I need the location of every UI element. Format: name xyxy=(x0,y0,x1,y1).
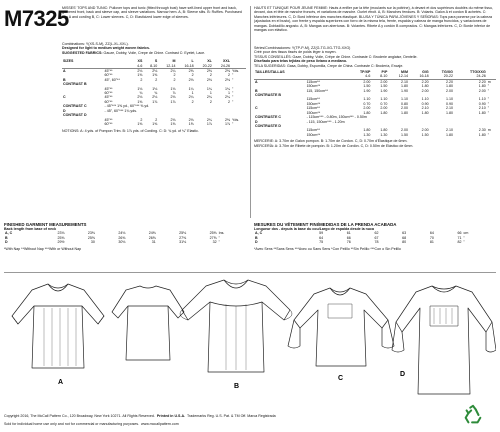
fabric-row-value: 2¼ xyxy=(188,95,194,100)
fabric-row-value: 1⅝ xyxy=(137,73,143,78)
fabric-row-value: 1.80 xyxy=(421,110,429,115)
measurement-value: 64 xyxy=(429,231,434,236)
size-number-cell: 12-14 xyxy=(166,63,176,68)
measurement-value: 68 xyxy=(402,235,407,240)
fabric-row-unit: " xyxy=(232,121,234,126)
fabric-row-value: 1.90 xyxy=(363,88,371,93)
measurement-unit: " xyxy=(463,240,465,245)
fabric-row-value: 2⅛ xyxy=(152,95,158,100)
fabric-row-unit: " xyxy=(487,84,490,89)
fabric-row-value: 1⅜ xyxy=(137,121,143,126)
measurements-title-fr-es: MESURES DU VÊTEMENT FINI/MEDIDAS DE LA PRENDA ACABADA xyxy=(254,222,397,227)
fabric-row-value: 1 xyxy=(228,91,231,96)
fabric-row-view: D xyxy=(63,108,66,113)
copyright-text: Copyright 2016, The McCall Pattern Co., 120 Broadway, New York 10271. All Rights Reserved. xyxy=(4,413,155,418)
size-header-cell: XXL xyxy=(223,59,231,64)
fabric-row-unit: " xyxy=(487,132,490,137)
fabric-row-value: 2.00 xyxy=(401,106,408,111)
fabric-row-value: 2 xyxy=(140,77,143,82)
telas-es: TELA SUGERIDAS: Gasa, Dobby, Espumilla, Crepe de China. Contraste C: Brodería, Encaje. xyxy=(254,63,404,68)
measurement-value: 27⅝ xyxy=(209,235,217,240)
fabric-row-value: 2 xyxy=(155,117,158,122)
fabric-row-value: 1⅞ xyxy=(225,121,231,126)
fabric-row-width: 115cm** xyxy=(306,128,320,133)
fabric-row-value: 1.10 xyxy=(445,97,453,102)
fabric-row-unit: m xyxy=(487,79,491,84)
fabric-row-unit: " xyxy=(232,77,234,82)
fabric-row-value: 1.10 xyxy=(421,97,429,102)
fabric-table-en xyxy=(62,59,246,126)
fabric-row-value: 2.20 xyxy=(478,79,486,84)
fabric-row-view: A xyxy=(63,69,66,74)
fabric-row-width: 45"** xyxy=(104,86,113,91)
printed-text: Printed in U.S.A. xyxy=(156,413,186,418)
measurement-value: 25⅜ xyxy=(57,235,65,240)
notions-en: NOTIONS: A: 4 yds. of Pompon Trim. B: 1⅞ yds. of Cording. C: D: ¾ yd. of ¼" Elastic. xyxy=(62,129,199,134)
fabric-row-value: 2 xyxy=(228,73,231,78)
measurement-value: 31⅛ xyxy=(179,240,187,245)
fabric-row-value: 0.70 xyxy=(380,101,388,106)
suggested-label-en: SUGGESTED FABRICS: xyxy=(62,50,103,55)
fabric-row-view: CONTRAST C xyxy=(63,104,87,109)
fabric-row-width: - 45", 60"*** 1¾ yds. xyxy=(104,108,138,113)
fabric-row-value: 0.90 xyxy=(478,101,486,106)
fabric-row-value: 1⅞ xyxy=(206,121,212,126)
measurement-value: 26⅜ xyxy=(118,235,126,240)
fabric-row-value: 1.50 xyxy=(421,132,429,137)
fabric-row-value: 0.90 xyxy=(445,101,453,106)
french-spanish-column xyxy=(254,6,496,218)
fabric-row-value: 2⅛ xyxy=(137,95,143,100)
designed-for-en: Designed for light to medium weight woven fabrics. xyxy=(62,46,151,51)
measurement-value: 25⅛ xyxy=(179,231,187,236)
measurement-value: 59 xyxy=(319,231,324,236)
size-header-cell: M xyxy=(172,59,176,64)
fabric-row-unit: " xyxy=(232,99,234,104)
measurement-value: 76 xyxy=(346,240,351,245)
fabric-row-value: 1⅛ xyxy=(152,86,158,91)
measurement-view: D xyxy=(255,240,258,245)
size-number-cell: 12-14 xyxy=(398,74,408,79)
description-fr-es: HAUTS ET TUNIQUE POUR JEUNE FEMME: Hauts à enfiler par la tête (moulants sur la poitrine), à devant et dos supérieurs doublés du même tissu, devant, dos et tête de manche froncés, et variations de manche. Ourlet étroit. A, B: Manches fendues. B: Volants. Galon A et cordon B achetés. C: Manches inférieures. C, D: Bord inférieur des manches élastiqué. BLUSA Y TÚNICA PARA JÓVENES Y SEÑORAS: Tops para ponerse por la cabeza (ajustados en el busto), con frente y espalda superiores con forro de la misma tela, frente, espalda y cabeza de manga fruncidos, y variaciones de mangas. Dobladillo angosto. A, B: Mangas con aberturas. B: Volantes. Ribete A y cordón B comprados. C: Mangas inferiores. C, D: Borde inferior de mangas con elástico. xyxy=(254,6,493,33)
fabric-row-view: CONTRAST D xyxy=(63,113,87,118)
measurement-view: B xyxy=(5,235,8,240)
fabric-row-value: 1⅜ xyxy=(137,99,143,104)
fabric-row-value: 1.80 xyxy=(445,110,453,115)
view-c-drawing xyxy=(288,288,394,366)
view-a-back-drawing xyxy=(112,286,184,360)
measurement-value: 27⅜ xyxy=(179,235,187,240)
suggested-text-en: Gauze, Dobby, Voile, Crepe de Chine. Contrast C: Eyelet, Lace. xyxy=(103,50,206,55)
fabric-row-value: 2.10 xyxy=(478,106,486,111)
fabric-row-unit: m xyxy=(487,128,491,133)
fabric-row-width: 60"** xyxy=(104,99,113,104)
measurement-value: 64 xyxy=(319,235,324,240)
fabric-row-value: 1.50 xyxy=(401,132,408,137)
fabric-row-view xyxy=(62,122,104,126)
fabric-row-width: 60"** xyxy=(104,73,113,78)
fabric-row-value: 2.00 xyxy=(421,88,429,93)
fabric-row-view xyxy=(254,133,306,137)
measurements-table-fr-es xyxy=(254,231,494,244)
measurements-sub-fr-es: Longueur dos - depuis la base du cou/Largo de espalda desde la nuca xyxy=(254,227,375,231)
fabric-row-value: ¾ xyxy=(139,91,143,96)
fabric-row-value: 1.80 xyxy=(380,110,388,115)
measurement-value: 71 xyxy=(457,235,462,240)
view-label-a: A xyxy=(58,379,64,386)
fabric-row-unit: " xyxy=(487,88,490,93)
size-header-cell: G/G xyxy=(422,70,429,75)
size-header-cell: S xyxy=(154,59,158,64)
measurement-view: B xyxy=(255,235,258,240)
fabric-row-value: 1.10 xyxy=(363,97,371,102)
measurement-value: 24⅛ xyxy=(118,231,126,236)
fabric-row-value: 1.80 xyxy=(363,128,371,133)
fabric-row-width: 115cm** xyxy=(306,97,320,102)
fabric-row-value: 1.80 xyxy=(401,110,408,115)
fabric-row-value: 1⅝ xyxy=(170,121,176,126)
measurements-title-en: FINISHED GARMENT MEASUREMENTS xyxy=(4,222,87,227)
fabric-row-value: 2 xyxy=(209,73,212,78)
fabric-row-view: C xyxy=(255,106,258,111)
fabric-row-value: 2⅜ xyxy=(225,117,231,122)
fabric-row-view: B xyxy=(63,77,66,82)
fabric-row-width: - 115cm*** - 0.80m, 150cm*** - 0.50m xyxy=(306,115,367,120)
fabric-row-value: 1.50 xyxy=(380,84,388,89)
fabric-row-width: 45"** xyxy=(104,69,113,74)
size-number-cell: 8-10 xyxy=(380,74,388,79)
fabric-row-unit: " xyxy=(487,101,490,106)
combinations-fr-es: Séries/Combinaciones: Y(TP-P-M), ZZ(G-TG-XG-TTG-XXG) xyxy=(254,46,351,50)
measurement-value: 26⅝ xyxy=(148,235,156,240)
fabric-row-width: 60"** xyxy=(104,91,113,96)
size-number-cell: 8-10 xyxy=(150,63,158,68)
fabric-row-value: 2 xyxy=(155,77,158,82)
fabric-row-value: 1.90 xyxy=(401,88,408,93)
fabric-row-value: 2⅛ xyxy=(188,77,194,82)
measurement-value: 62 xyxy=(374,231,379,236)
size-number-cell: 20-22 xyxy=(443,74,453,79)
size-header-cell: XS xyxy=(137,59,143,64)
measurements-sub-en: Back length from base of neck xyxy=(4,227,57,231)
technical-drawings xyxy=(4,276,496,402)
fabric-row-unit: " xyxy=(232,86,234,91)
designed-for-fr: Créé pour des tissus tissés de poids léger à moyen. xyxy=(254,50,337,55)
view-label-d: D xyxy=(400,371,406,378)
fabric-row-value: 2⅛ xyxy=(188,117,194,122)
size-number-cell: 4-6 xyxy=(137,63,143,68)
measurement-unit: " xyxy=(463,235,465,240)
measurement-value: 66 xyxy=(346,235,351,240)
fabric-row-value: 1⅞ xyxy=(170,99,176,104)
tissus-fr: TISSUS CONSEILLÉS: Gaze, Dobby, Voile, Crêpe de Chine. Contraste C: Broderie anglaise, Dentelle. xyxy=(254,54,418,59)
fabric-row-width: 45"** xyxy=(104,95,113,100)
fabric-row-value: 2.00 xyxy=(363,79,371,84)
fabric-row-value: 1¼ xyxy=(225,86,231,91)
fabric-row-value: 2¼ xyxy=(225,95,231,100)
fabric-row-value: 1.50 xyxy=(363,84,371,89)
measurement-view: A, C xyxy=(5,231,13,236)
measurement-value: 75 xyxy=(319,240,324,245)
fabric-row-value: 0.80 xyxy=(401,101,408,106)
size-header-cell: TG/XG xyxy=(441,70,453,75)
fabric-row-value: 2.00 xyxy=(421,128,429,133)
fabric-row-value: 2⅛ xyxy=(225,77,231,82)
nap-note-en: *With Nap **Without Nap ***With or Without Nap xyxy=(4,246,82,251)
pattern-number: M7325 xyxy=(4,6,69,31)
view-d-drawing xyxy=(392,286,496,394)
measurement-value: 63 xyxy=(402,231,407,236)
measurements-table-en xyxy=(4,231,244,244)
trademark-text: Trademarks Reg. U.S. Pat. & TM Off. Marca Registrada xyxy=(187,413,276,418)
measurement-value: 80 xyxy=(402,240,407,245)
size-header-cell: TP/XP xyxy=(359,70,371,75)
fabric-row-value: 2.10 xyxy=(401,79,408,84)
measurement-unit: Ins. xyxy=(218,231,225,236)
fabric-row-value: 2.10 xyxy=(445,106,453,111)
fabric-row xyxy=(254,133,496,137)
fabric-row-value: 2 xyxy=(209,99,212,104)
fabric-row-width: 115cm** xyxy=(306,106,320,111)
measurement-value: 30⅛ xyxy=(118,240,126,245)
fabric-row-width: 150cm** xyxy=(306,101,321,106)
merceria-es: MERCERÍA: A: 3.70m de Ribete de pompón. B: 1.20m de Cordón. C, D: 0.50m de Elástico de 6mm. xyxy=(254,143,414,148)
nap-note-fr-es: *Avec Sens **Sans Sens ***Avec ou Sans Sens *Con Pelillo **Sin Pelillo ***Con o Sin Pelillo xyxy=(254,246,401,251)
fabric-row-view: A xyxy=(255,79,258,84)
measurement-value: 30 xyxy=(90,240,95,245)
fabric-row-value: 1.10 xyxy=(401,97,408,102)
measurement-view: D xyxy=(5,240,8,245)
fabric-row-value: 2 xyxy=(191,73,194,78)
fabric-row-unit: Yds. xyxy=(232,69,240,74)
size-number-cell: 20-22 xyxy=(202,63,212,68)
size-number-cell: 4-6 xyxy=(365,74,371,79)
size-number-cell: 16-18 xyxy=(419,74,429,79)
fabric-row-value: 2⅛ xyxy=(170,95,176,100)
fabric-row-value: 1.80 xyxy=(401,84,408,89)
fabric-row-value: 2.00 xyxy=(478,88,486,93)
fabric-row-unit: " xyxy=(487,110,490,115)
measurement-value: 25⅝ xyxy=(87,235,95,240)
section-divider xyxy=(4,272,496,273)
combinations-en: Combinations: Y(XS-S-M), ZZ(L-XL-XXL). xyxy=(62,42,129,46)
fabric-row-value: 2 xyxy=(173,77,176,82)
fabric-row-view: CONTRASTE B xyxy=(255,93,281,98)
fabric-row-width: - 115, 150cm*** - 1.20m xyxy=(306,119,345,124)
fabric-row-value: 2 xyxy=(173,73,176,78)
measurement-value: 67 xyxy=(374,235,379,240)
measurement-value: 82 xyxy=(457,240,462,245)
fabric-row-unit: " xyxy=(487,97,490,102)
size-header-cell: P/P xyxy=(381,70,388,75)
fabric-row-value: 1¼ xyxy=(188,86,194,91)
fabric-row-value: ¾ xyxy=(154,91,158,96)
fabric-row-value: 1.80 xyxy=(478,110,486,115)
fabric-row-width: 115cm** xyxy=(306,79,320,84)
measurement-value: 23⅛ xyxy=(57,231,65,236)
view-label-b: B xyxy=(234,383,240,390)
fabric-row-value: 1⅛ xyxy=(137,86,143,91)
fabric-row-value: 2¼ xyxy=(206,117,212,122)
fabric-row-unit: " xyxy=(232,73,234,78)
view-b-drawing xyxy=(180,280,292,372)
fabric-row-width: - 45"*** 1⅝ yd., 60"*** ⅝ yd. xyxy=(104,104,150,109)
measurement-value: 24⅜ xyxy=(148,231,156,236)
column-divider xyxy=(250,6,251,218)
fabric-row-value: 2.30 xyxy=(478,128,486,133)
fabric-row-value: 2⅛ xyxy=(137,69,143,74)
size-header-cell: L xyxy=(191,59,194,64)
measurement-row xyxy=(4,240,244,244)
footer xyxy=(4,410,434,430)
fabric-row-value: 1.80 xyxy=(445,84,453,89)
fabric-row-value: 1¼ xyxy=(206,86,212,91)
fabric-row-value: 1.80 xyxy=(380,128,388,133)
fabric-row-value: 2.00 xyxy=(445,88,453,93)
fabric-row-value: 1⅛ xyxy=(170,86,176,91)
measurement-view: A, C xyxy=(255,231,263,236)
fabric-row-value: 2.00 xyxy=(363,106,371,111)
fabric-row-value: 1.80 xyxy=(421,84,429,89)
size-header-cell: XL xyxy=(207,59,212,64)
fabric-row-width: 150cm** xyxy=(306,132,321,137)
size-number-cell: 16-18 xyxy=(184,63,194,68)
measurement-value: 31 xyxy=(151,240,156,245)
fabric-row-value: 1 xyxy=(191,91,194,96)
disenado-es: Diseñado para telas tejidas de peso liviano a mediano. xyxy=(254,59,348,64)
fabric-row-view: CONTRASTE D xyxy=(255,123,281,128)
fabric-row-unit: Yds. xyxy=(232,117,240,122)
recycle-icon xyxy=(462,404,484,426)
description-en: MISSES' TOPS AND TUNIC: Pullover tops and tunic (fitted through bust) have self-lined upper front and back, gathered front, back and sleeve cap, and sleeve variations. Narrow hem. A, B: Sleeve slits. B: Ruffles. Purchased trim A and cording B, C: Lower sleeves. C, D: Elasticized lower edge of sleeves. xyxy=(62,6,242,19)
fabric-row-view: CONTRASTE C xyxy=(255,115,281,120)
measurements-fr-es xyxy=(254,222,496,268)
measurement-value: 23⅜ xyxy=(87,231,95,236)
fabric-row-value: 1.80 xyxy=(478,132,486,137)
fabric-row-width: 60"** xyxy=(104,121,113,126)
measurement-unit: " xyxy=(218,240,220,245)
fabric-row-value: 2.00 xyxy=(380,106,388,111)
size-header-label: SIZES xyxy=(63,59,74,64)
home-use-text: Sold for individual home use only and not for commercial or manufacturing purposes. xyxy=(4,421,140,426)
fabric-row-value: ⅞ xyxy=(172,91,176,96)
fabric-row-value: 0.70 xyxy=(363,101,371,106)
fabric-row-value: 1⅝ xyxy=(152,73,158,78)
fabric-row-unit: " xyxy=(487,106,490,111)
fabric-row-value: 1.80 xyxy=(478,84,486,89)
fabric-row-value: 1.10 xyxy=(380,97,388,102)
fabric-row-view: C xyxy=(63,95,66,100)
fabric-row-value: 1⅞ xyxy=(152,99,158,104)
measurement-value: 61 xyxy=(346,231,351,236)
fabric-row-value: 2⅜ xyxy=(206,69,212,74)
fabric-row-value: 2⅜ xyxy=(188,69,194,74)
fabric-row-value: 2 xyxy=(228,99,231,104)
fabric-row-width: 45"** xyxy=(104,117,113,122)
fabric-row-value: 1.90 xyxy=(380,88,388,93)
mercerie-fr: MERCERIE: A: 3.70m de Galon pompon. B: 1.70m de Cordon. C, D: 0.70m d'Élastique de 6mm. xyxy=(254,139,408,144)
size-header-cell: M/M xyxy=(401,70,408,75)
measurement-value: 32 xyxy=(212,240,217,245)
fabric-row-view: CONTRAST B xyxy=(63,82,87,87)
fabric-row-value: 2⅛ xyxy=(152,69,158,74)
view-a-front-drawing xyxy=(12,284,104,368)
fabric-row-value: 2⅛ xyxy=(170,117,176,122)
fabric-row-width: 45", 60"** xyxy=(104,77,120,82)
fabric-row-unit: " xyxy=(232,91,234,96)
fabric-row-value: 2.20 xyxy=(421,79,429,84)
fabric-row-width: 150cm** xyxy=(306,84,321,89)
fabric-row-value: 1.10 xyxy=(478,97,486,102)
measurements-en xyxy=(4,222,246,268)
english-column xyxy=(62,6,246,218)
fabric-row-value: 1.80 xyxy=(445,132,453,137)
fabric-row-value: 1 xyxy=(209,91,212,96)
measurement-row xyxy=(254,240,494,244)
measurement-value: 70 xyxy=(429,235,434,240)
fabric-table-fr-es xyxy=(254,70,496,137)
fabric-row-value: 2 xyxy=(191,99,194,104)
fabric-row-value: 1.30 xyxy=(380,132,388,137)
size-number-cell: 24-26 xyxy=(220,63,231,68)
fabric-row-unit: " xyxy=(232,95,234,100)
fabric-row-value: 2.10 xyxy=(445,128,453,133)
view-label-c: C xyxy=(338,375,344,382)
website-link[interactable]: www.mccallpattern.com xyxy=(141,421,179,426)
fabric-row-value: 2⅛ xyxy=(206,77,212,82)
measurement-value: 66 xyxy=(457,231,462,236)
fabric-row-value: 2.00 xyxy=(380,79,388,84)
size-header-cell: TTG/XXG xyxy=(469,70,486,75)
fabric-row-value: 2.20 xyxy=(445,79,453,84)
fabric-row-value: 0.90 xyxy=(421,101,429,106)
measurement-value: 25⅜ xyxy=(209,231,217,236)
measurement-value: 29½ xyxy=(57,240,65,245)
size-header-label: TAILLES/TALLAS xyxy=(255,70,285,75)
fabric-row-value: 1.30 xyxy=(363,132,371,137)
measurement-unit: cm xyxy=(463,231,469,236)
fabric-row-value: 1.80 xyxy=(363,110,371,115)
fabric-row-view: B xyxy=(255,88,258,93)
measurement-value: 81 xyxy=(429,240,434,245)
size-number-cell: 24-26 xyxy=(476,74,486,79)
measurement-unit: " xyxy=(218,235,220,240)
fabric-row-value: 2.10 xyxy=(421,106,429,111)
fabric-row-value: 2¼ xyxy=(170,69,176,74)
fabric-row-value: 2.00 xyxy=(401,128,408,133)
fabric-row-view: D xyxy=(255,119,258,124)
fabric-row-value: 1⅝ xyxy=(188,121,194,126)
measurement-value: 78 xyxy=(374,240,379,245)
fabric-row xyxy=(62,122,246,126)
fabric-row-width: 150cm** xyxy=(306,110,321,115)
fabric-row-value: 1⅜ xyxy=(152,121,158,126)
fabric-row-width: 115, 150cm** xyxy=(306,88,328,93)
fabric-row-value: 2⅜ xyxy=(225,69,231,74)
fabric-row-value: 2¼ xyxy=(206,95,212,100)
fabric-row-value: 2 xyxy=(140,117,143,122)
